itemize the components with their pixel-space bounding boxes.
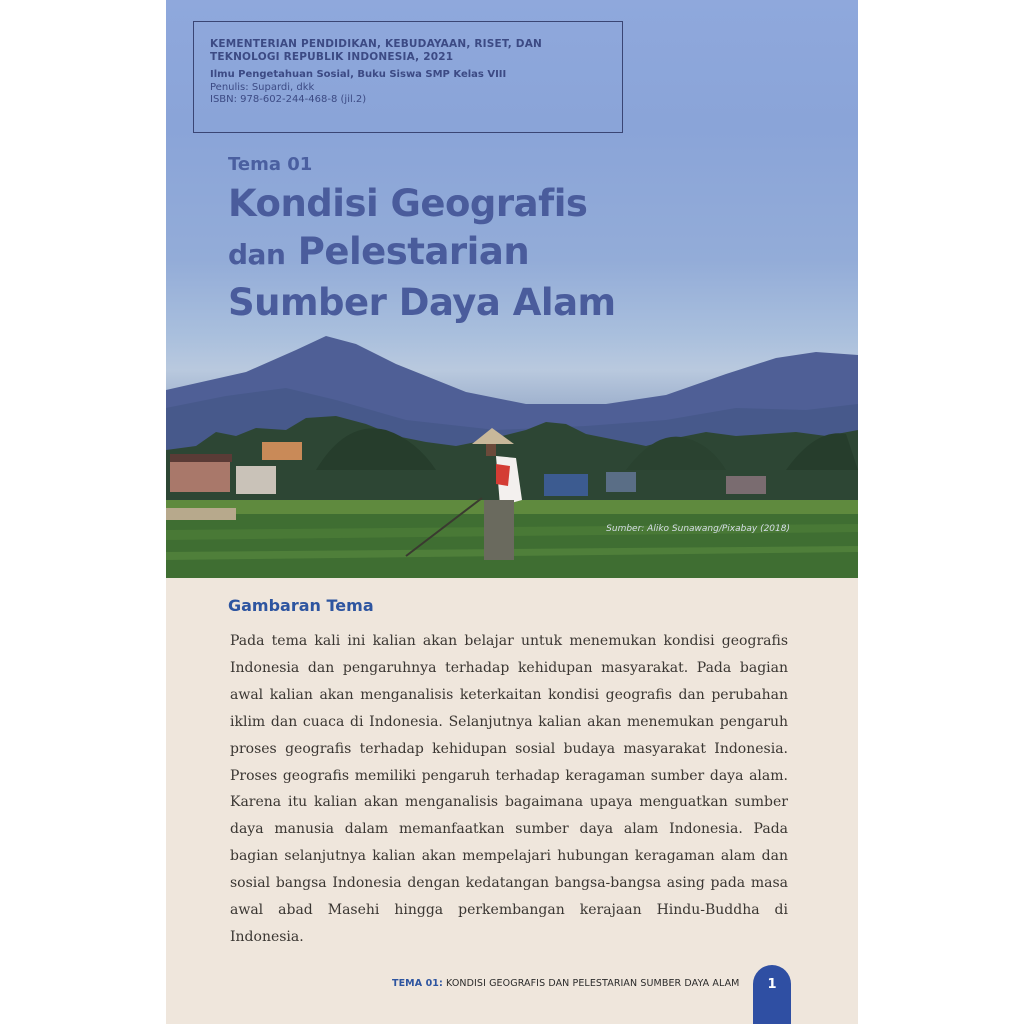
running-footer xyxy=(392,978,739,989)
theme-title-line-1: Kondisi Geografis xyxy=(228,182,588,225)
theme-label: Tema 01 xyxy=(228,154,313,175)
photo-credit: Sumber: Aliko Sunawang/Pixabay (2018) xyxy=(606,524,790,534)
footer-title: KONDISI GEOGRAFIS DAN PELESTARIAN SUMBER DAYA ALAM xyxy=(442,978,740,989)
book-page xyxy=(166,0,858,1024)
book-author: Penulis: Supardi, dkk xyxy=(210,81,315,93)
cover-photo xyxy=(166,0,858,578)
page-number-tab xyxy=(753,965,791,1024)
theme-title-dan: dan xyxy=(228,238,286,271)
book-isbn: ISBN: 978-602-244-468-8 (jil.2) xyxy=(210,94,367,105)
book-title: Ilmu Pengetahuan Sosial, Buku Siswa SMP Kelas VIII xyxy=(210,69,507,80)
section-body: Pada tema kali ini kalian akan belajar untuk menemukan kondisi geografis Indonesia dan pengaruhnya terhadap kehidupan masyarakat. Pada bagian awal kalian akan menganalisis keterkaitan kondisi geografis dan perubahan iklim dan cuaca di Indonesia. Selanjutnya kalian akan menemukan pengaruh proses geografis terhadap kehidupan sosial budaya masyarakat Indonesia. Proses geografis memiliki pengaruh terhadap keragaman sumber daya alam. Karena itu kalian akan menganalisis bagaimana upaya menguatkan sumber daya manusia dalam memanfaatkan sumber daya alam Indonesia. Pada bagian selanjutnya kalian akan mempelajari hubungan keragaman alam dan sosial bangsa Indonesia dengan kedatangan bangsa-bangsa asing pada masa awal abad Masehi hingga perkembangan kerajaan Hindu-Buddha di Indonesia. xyxy=(230,633,788,945)
footer-tema: TEMA 01: xyxy=(392,978,443,989)
publisher-info-box xyxy=(193,21,623,133)
section-heading: Gambaran Tema xyxy=(228,596,374,615)
theme-title xyxy=(228,180,828,327)
publisher-org: KEMENTERIAN PENDIDIKAN, KEBUDAYAAN, RISET, DAN TEKNOLOGI REPUBLIK INDONESIA, 2021 xyxy=(210,38,543,63)
page-number: 1 xyxy=(767,977,777,992)
theme-title-line-2 xyxy=(228,228,828,279)
theme-title-pelestarian: Pelestarian xyxy=(297,230,530,273)
theme-title-line-3: Sumber Daya Alam xyxy=(228,281,616,324)
